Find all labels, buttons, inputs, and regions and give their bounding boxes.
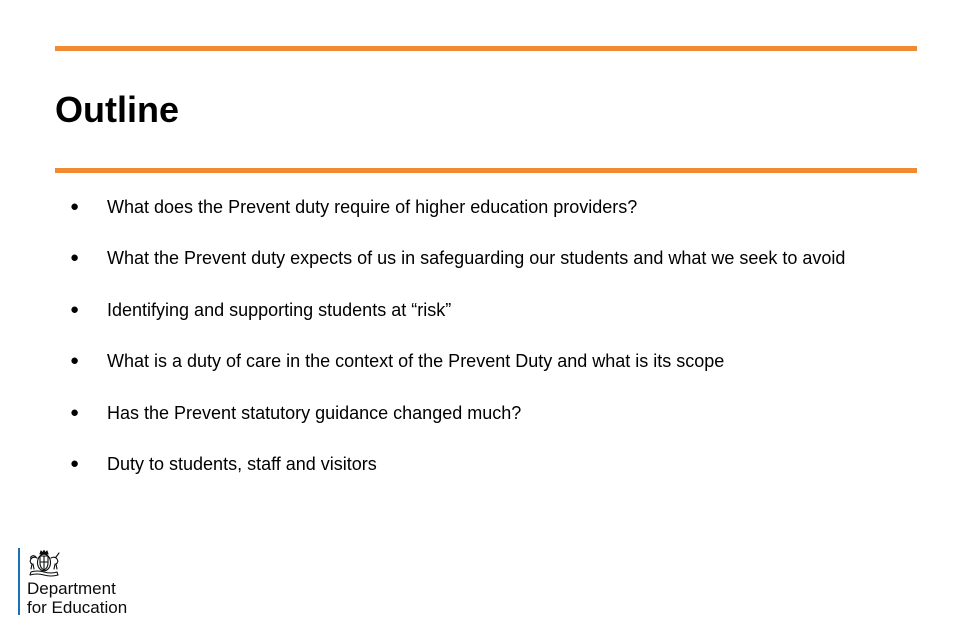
bullet-text: What does the Prevent duty require of higher education providers? xyxy=(107,197,638,217)
bullet-text: What is a duty of care in the context of the Prevent Duty and what is its scope xyxy=(107,351,725,372)
logo-text-for-education: for Education xyxy=(27,598,128,617)
bullet-text: What the Prevent duty expects of us in safeguarding our students and what we seek to avoid xyxy=(107,248,846,269)
bullet-text: Identifying and supporting students at “risk” xyxy=(107,299,452,320)
royal-crest-icon xyxy=(27,549,61,577)
bullet-dot-icon: ● xyxy=(70,454,80,472)
bullet-dot-icon: ● xyxy=(70,198,80,215)
bullet-text: Duty to students, staff and visitors xyxy=(107,453,377,474)
logo-bar xyxy=(18,548,20,615)
logo-text-department: Department xyxy=(27,579,116,598)
slide-title: Outline xyxy=(55,89,179,130)
bullet-dot-icon: ● xyxy=(70,249,80,267)
header-rule-bottom xyxy=(55,168,917,173)
bullet-dot-icon: ● xyxy=(70,300,80,318)
bullet-dot-icon: ● xyxy=(70,403,80,421)
header-rule-top xyxy=(55,46,917,51)
dfe-logo xyxy=(18,548,158,618)
bullet-text: Has the Prevent statutory guidance changed much? xyxy=(107,402,522,423)
bullet-dot-icon: ● xyxy=(70,352,80,370)
